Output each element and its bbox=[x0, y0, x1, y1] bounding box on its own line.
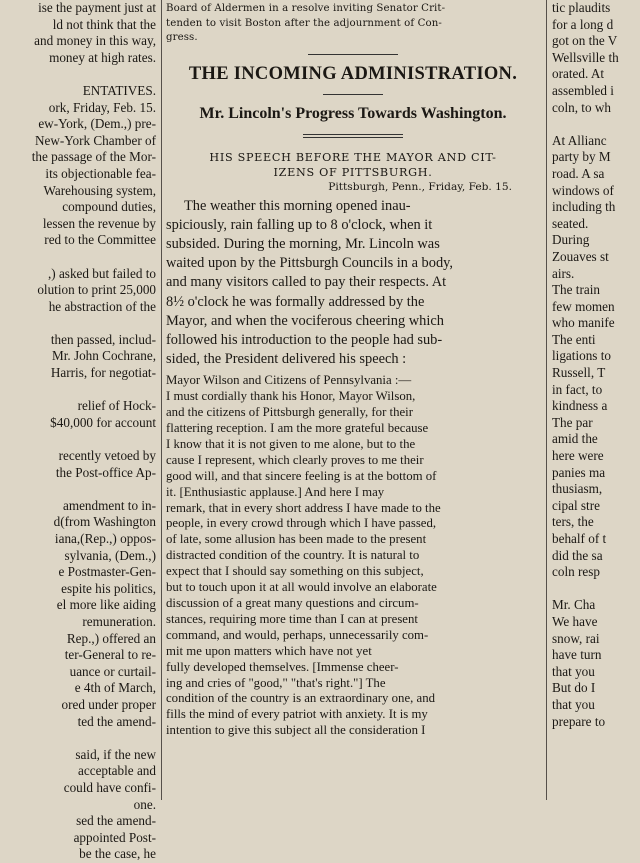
text-line: The enti bbox=[552, 331, 596, 347]
speech-line: mit me upon matters which have not yet bbox=[166, 643, 372, 658]
text-line: ld not think that the bbox=[52, 16, 156, 32]
speech-line: I must cordially thank his Honor, Mayor Wilson, bbox=[166, 389, 416, 404]
speech-line: fills the mind of every patriot with anxiety. It is my bbox=[166, 707, 428, 722]
text-line: airs. bbox=[552, 265, 575, 281]
text-line bbox=[552, 581, 640, 598]
text-line: snow, rai bbox=[552, 630, 600, 646]
text-line: including th bbox=[552, 199, 616, 215]
text-line: in fact, to bbox=[552, 381, 603, 397]
text-line: few momen bbox=[552, 298, 615, 314]
section-heading-line: HIS SPEECH BEFORE THE MAYOR AND CIT- bbox=[209, 150, 497, 164]
text-line: the passage of the Mor- bbox=[31, 149, 156, 165]
text-line: he abstraction of the bbox=[48, 298, 156, 314]
text-line: ter-General to re- bbox=[64, 647, 156, 663]
right-column-lines bbox=[552, 0, 640, 730]
text-line: appointed Post- bbox=[73, 829, 156, 845]
text-line: who manife bbox=[552, 315, 615, 331]
text-line: The train bbox=[552, 282, 600, 298]
text-line: said, if the new bbox=[75, 746, 156, 762]
intro-line: gress. bbox=[166, 32, 198, 43]
text-line: coln, to wh bbox=[552, 99, 611, 115]
body-line: 8½ o'clock he was formally addressed by the bbox=[166, 293, 425, 310]
text-line bbox=[0, 382, 156, 399]
text-line: During bbox=[552, 232, 590, 248]
text-line: compound duties, bbox=[62, 199, 156, 215]
text-line: orated. At bbox=[552, 66, 605, 82]
text-line: for a long d bbox=[552, 16, 614, 32]
text-line bbox=[0, 315, 156, 332]
speech-line: people, in every crowd through which I have passed, bbox=[166, 516, 437, 531]
speech-line: remark, that in every short address I have made to the bbox=[166, 500, 441, 515]
speech-line: Mayor Wilson and Citizens of Pennsylvania :— bbox=[166, 373, 412, 388]
text-line bbox=[552, 116, 640, 133]
text-line: that you bbox=[552, 663, 595, 679]
speech-line: of late, some allusion has been made to the present bbox=[166, 532, 427, 547]
text-line: windows of bbox=[552, 182, 614, 198]
speech-line: expect that I should say something on this subject, bbox=[166, 564, 424, 579]
text-line: got on the V bbox=[552, 33, 618, 49]
text-line: amendment to in- bbox=[62, 497, 156, 513]
text-line: have turn bbox=[552, 647, 602, 663]
column-rule bbox=[161, 0, 162, 800]
text-line: ters, the bbox=[552, 514, 594, 530]
section-heading bbox=[166, 150, 540, 180]
speech-line: distracted condition of the country. It is natural to bbox=[166, 548, 420, 563]
text-line: olution to print 25,000 bbox=[37, 282, 156, 298]
text-line: that you bbox=[552, 696, 595, 712]
left-column bbox=[0, 0, 156, 862]
section-divider bbox=[308, 54, 398, 55]
text-line bbox=[0, 481, 156, 498]
speech-line: cause I represent, which clearly proves to me their bbox=[166, 452, 424, 467]
intro-line: Board of Aldermen in a resolve inviting Senator Crit- bbox=[166, 3, 446, 14]
text-line: coln resp bbox=[552, 564, 600, 580]
article-column bbox=[166, 0, 540, 800]
text-line: e Postmaster-Gen- bbox=[58, 564, 156, 580]
speech-line: I know that it is not given to me alone, but to the bbox=[166, 436, 416, 451]
text-line: ork, Friday, Feb. 15. bbox=[48, 99, 156, 115]
text-line: relief of Hock- bbox=[77, 398, 156, 414]
text-line: one. bbox=[133, 796, 156, 812]
body-line: waited upon by the Pittsburgh Councils in a body, bbox=[166, 255, 453, 272]
speech-line: stances, requiring more time than I can at present bbox=[166, 611, 418, 626]
text-line: Russell, T bbox=[552, 365, 606, 381]
speech-line: command, and would, perhaps, unnecessarily com- bbox=[166, 627, 429, 642]
text-line: assembled i bbox=[552, 82, 614, 98]
text-line: e 4th of March, bbox=[74, 680, 156, 696]
text-line: amid the bbox=[552, 431, 598, 447]
text-line: We have bbox=[552, 613, 598, 629]
text-line: espite his politics, bbox=[61, 580, 156, 596]
text-line: Mr. John Cochrane, bbox=[51, 348, 156, 364]
text-line: At Allianc bbox=[552, 132, 607, 148]
text-line: red to the Committee bbox=[44, 232, 156, 248]
text-line: uance or curtail- bbox=[69, 663, 156, 679]
speech-line: discussion of a great many questions and circum- bbox=[166, 596, 419, 611]
column-rule bbox=[546, 0, 547, 800]
text-line: sed the amend- bbox=[76, 813, 156, 829]
text-line: Rep.,) offered an bbox=[66, 630, 156, 646]
text-line: party by M bbox=[552, 149, 611, 165]
article-headline: THE INCOMING ADMINISTRATION. bbox=[188, 63, 518, 84]
right-column bbox=[552, 0, 640, 800]
body-line: and many visitors called to pay their respects. At bbox=[166, 274, 447, 291]
text-line bbox=[0, 66, 156, 83]
text-line: ise the payment just at bbox=[38, 0, 156, 15]
text-line: lessen the revenue by bbox=[42, 215, 156, 231]
left-column-lines bbox=[0, 0, 156, 863]
text-line: here were bbox=[552, 448, 604, 464]
text-line: did the sa bbox=[552, 547, 603, 563]
text-line: thusiasm, bbox=[552, 481, 603, 497]
text-line: Harris, for negotiat- bbox=[50, 365, 156, 381]
text-line: ored under proper bbox=[61, 696, 156, 712]
text-line: tic plaudits bbox=[552, 0, 611, 15]
article-body bbox=[166, 197, 540, 370]
body-line: Mayor, and when the vociferous cheering which bbox=[166, 312, 444, 329]
text-line: cipal stre bbox=[552, 497, 600, 513]
text-line: iana,(Rep.,) oppos- bbox=[54, 531, 156, 546]
text-line: sylvania, (Dem.,) bbox=[64, 547, 156, 563]
headline-divider bbox=[323, 94, 383, 95]
subhead-divider bbox=[303, 134, 403, 138]
speech-line: and the citizens of Pittsburgh generally, for their bbox=[166, 405, 413, 420]
text-line: ,) asked but failed to bbox=[47, 265, 156, 281]
text-line: and money in this way, bbox=[34, 33, 156, 49]
body-line: The weather this morning opened inau- bbox=[184, 197, 411, 214]
text-line: recently vetoed by bbox=[58, 448, 156, 464]
speech-line: ing and cries of "good," "that's right."] The bbox=[166, 675, 386, 690]
text-line bbox=[0, 431, 156, 448]
text-line: el more like aiding bbox=[56, 597, 156, 613]
body-line: followed his introduction to the people had sub- bbox=[166, 331, 443, 348]
text-line: remuneration. bbox=[82, 613, 156, 629]
speech-line: it. [Enthusiastic applause.] And here I may bbox=[166, 484, 385, 499]
intro-line: tenden to visit Boston after the adjournment of Con- bbox=[166, 17, 442, 29]
text-line: d(from Washington bbox=[53, 514, 156, 530]
text-line bbox=[0, 730, 156, 747]
text-line: be the case, he bbox=[79, 846, 156, 862]
text-line: Warehousing system, bbox=[43, 182, 156, 198]
text-line: the Post-office Ap- bbox=[55, 464, 156, 480]
text-line: ENTATIVES. bbox=[82, 82, 156, 98]
text-line: road. A sa bbox=[552, 165, 605, 181]
text-line: Wellsville th bbox=[552, 49, 619, 65]
text-line: money at high rates. bbox=[49, 49, 156, 65]
text-line: $40,000 for account bbox=[50, 414, 156, 430]
text-line: its objectionable fea- bbox=[45, 165, 156, 181]
speech-text bbox=[166, 373, 540, 739]
speech-line: but to touch upon it at all would involve an elaborate bbox=[166, 580, 437, 595]
dateline: Pittsburgh, Penn., Friday, Feb. 15. bbox=[328, 180, 512, 193]
text-line: panies ma bbox=[552, 464, 606, 480]
text-line: acceptable and bbox=[78, 763, 156, 779]
text-line: prepare to bbox=[552, 713, 606, 729]
text-line: But do I bbox=[552, 680, 596, 696]
body-line: spiciously, rain falling up to 8 o'clock, when it bbox=[166, 216, 433, 233]
speech-line: intention to give this subject all the consideration I bbox=[166, 723, 426, 738]
text-line: ted the amend- bbox=[77, 713, 156, 729]
article-intro bbox=[166, 0, 540, 46]
text-line: kindness a bbox=[552, 398, 608, 414]
speech-line: condition of the country is an extraordinary one, and bbox=[166, 691, 436, 706]
speech-line: flattering reception. I am the more grateful because bbox=[166, 421, 429, 436]
body-line: subsided. During the morning, Mr. Lincoln was bbox=[166, 235, 440, 252]
text-line: Mr. Cha bbox=[552, 597, 596, 613]
speech-line: good will, and that sincere feeling is at the bottom of bbox=[166, 468, 437, 483]
text-line: New-York Chamber of bbox=[35, 132, 156, 148]
speech-line: fully developed themselves. [Immense cheer- bbox=[166, 659, 399, 674]
section-heading-line: IZENS OF PITTSBURGH. bbox=[273, 165, 433, 179]
text-line: ligations to bbox=[552, 348, 611, 364]
text-line: then passed, includ- bbox=[50, 331, 156, 347]
text-line: ew-York, (Dem.,) pre- bbox=[38, 116, 156, 132]
text-line: The par bbox=[552, 414, 593, 430]
text-line: Zouaves st bbox=[552, 248, 609, 264]
article-subheadline: Mr. Lincoln's Progress Towards Washington. bbox=[199, 104, 507, 122]
text-line: seated. bbox=[552, 215, 589, 231]
text-line: could have confi- bbox=[63, 779, 156, 795]
text-line bbox=[0, 249, 156, 266]
body-line: sided, the President delivered his speech : bbox=[166, 351, 407, 368]
text-line: behalf of t bbox=[552, 531, 607, 546]
